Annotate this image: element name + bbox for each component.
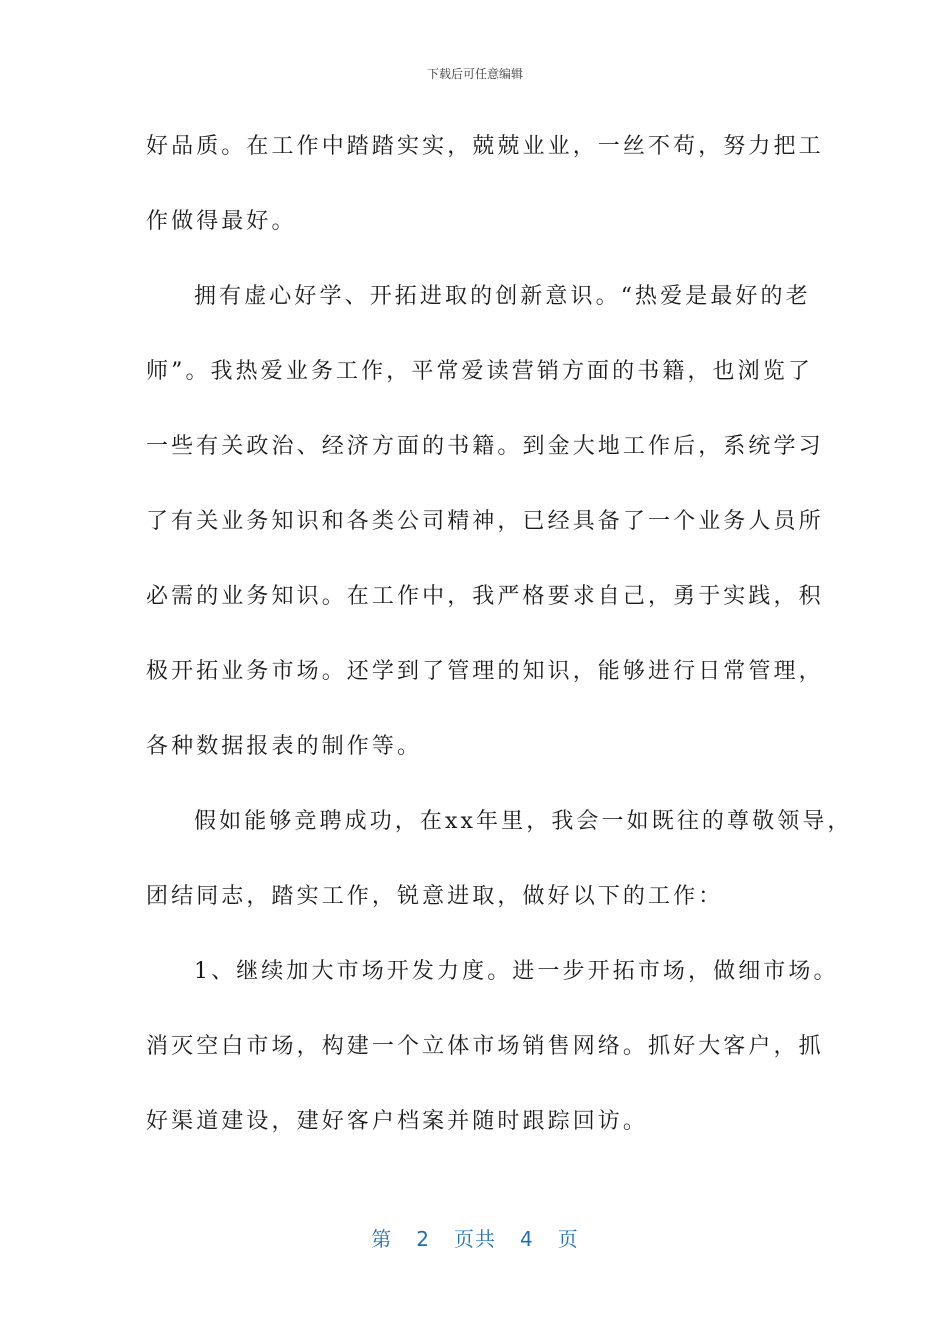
page-footer [0,1226,950,1252]
footer-middle: 页共 [454,1227,496,1251]
paragraph-line: 消灭空白市场，构建一个立体市场销售网络。抓好大客户，抓 [146,1034,824,1059]
paragraph-line: 师”。我热爱业务工作，平常爱读营销方面的书籍，也浏览了 [146,359,813,384]
current-page-number: 2 [416,1227,430,1251]
paragraph-line: 作做得最好。 [146,209,297,234]
page-header: 下载后可任意编辑 [426,67,523,81]
paragraph-line: 极开拓业务市场。还学到了管理的知识，能够进行日常管理， [146,659,824,684]
footer-suffix: 页 [557,1227,579,1251]
paragraph-line: 假如能够竞聘成功，在xx年里，我会一如既往的尊敬领导， [194,809,853,834]
footer-prefix: 第 [371,1227,393,1251]
paragraph-line: 拥有虚心好学、开拓进取的创新意识。“热爱是最好的老 [194,284,811,309]
paragraph-line: 必需的业务知识。在工作中，我严格要求自己，勇于实践，积 [146,584,824,609]
paragraph-line: 好品质。在工作中踏踏实实，兢兢业业，一丝不苟，努力把工 [146,134,824,159]
total-pages-number: 4 [520,1227,534,1251]
paragraph-line: 各种数据报表的制作等。 [146,734,423,759]
document-body [146,124,853,1174]
paragraph-line: 好渠道建设，建好客户档案并随时跟踪回访。 [146,1109,649,1134]
paragraph-line: 一些有关政治、经济方面的书籍。到金大地工作后，系统学习 [146,434,824,459]
paragraph-line: 团结同志，踏实工作，锐意进取，做好以下的工作： [146,884,724,909]
paragraph-line: 了有关业务知识和各类公司精神，已经具备了一个业务人员所 [146,509,824,534]
paragraph-line: 1、继续加大市场开发力度。进一步开拓市场，做细市场。 [194,959,839,984]
